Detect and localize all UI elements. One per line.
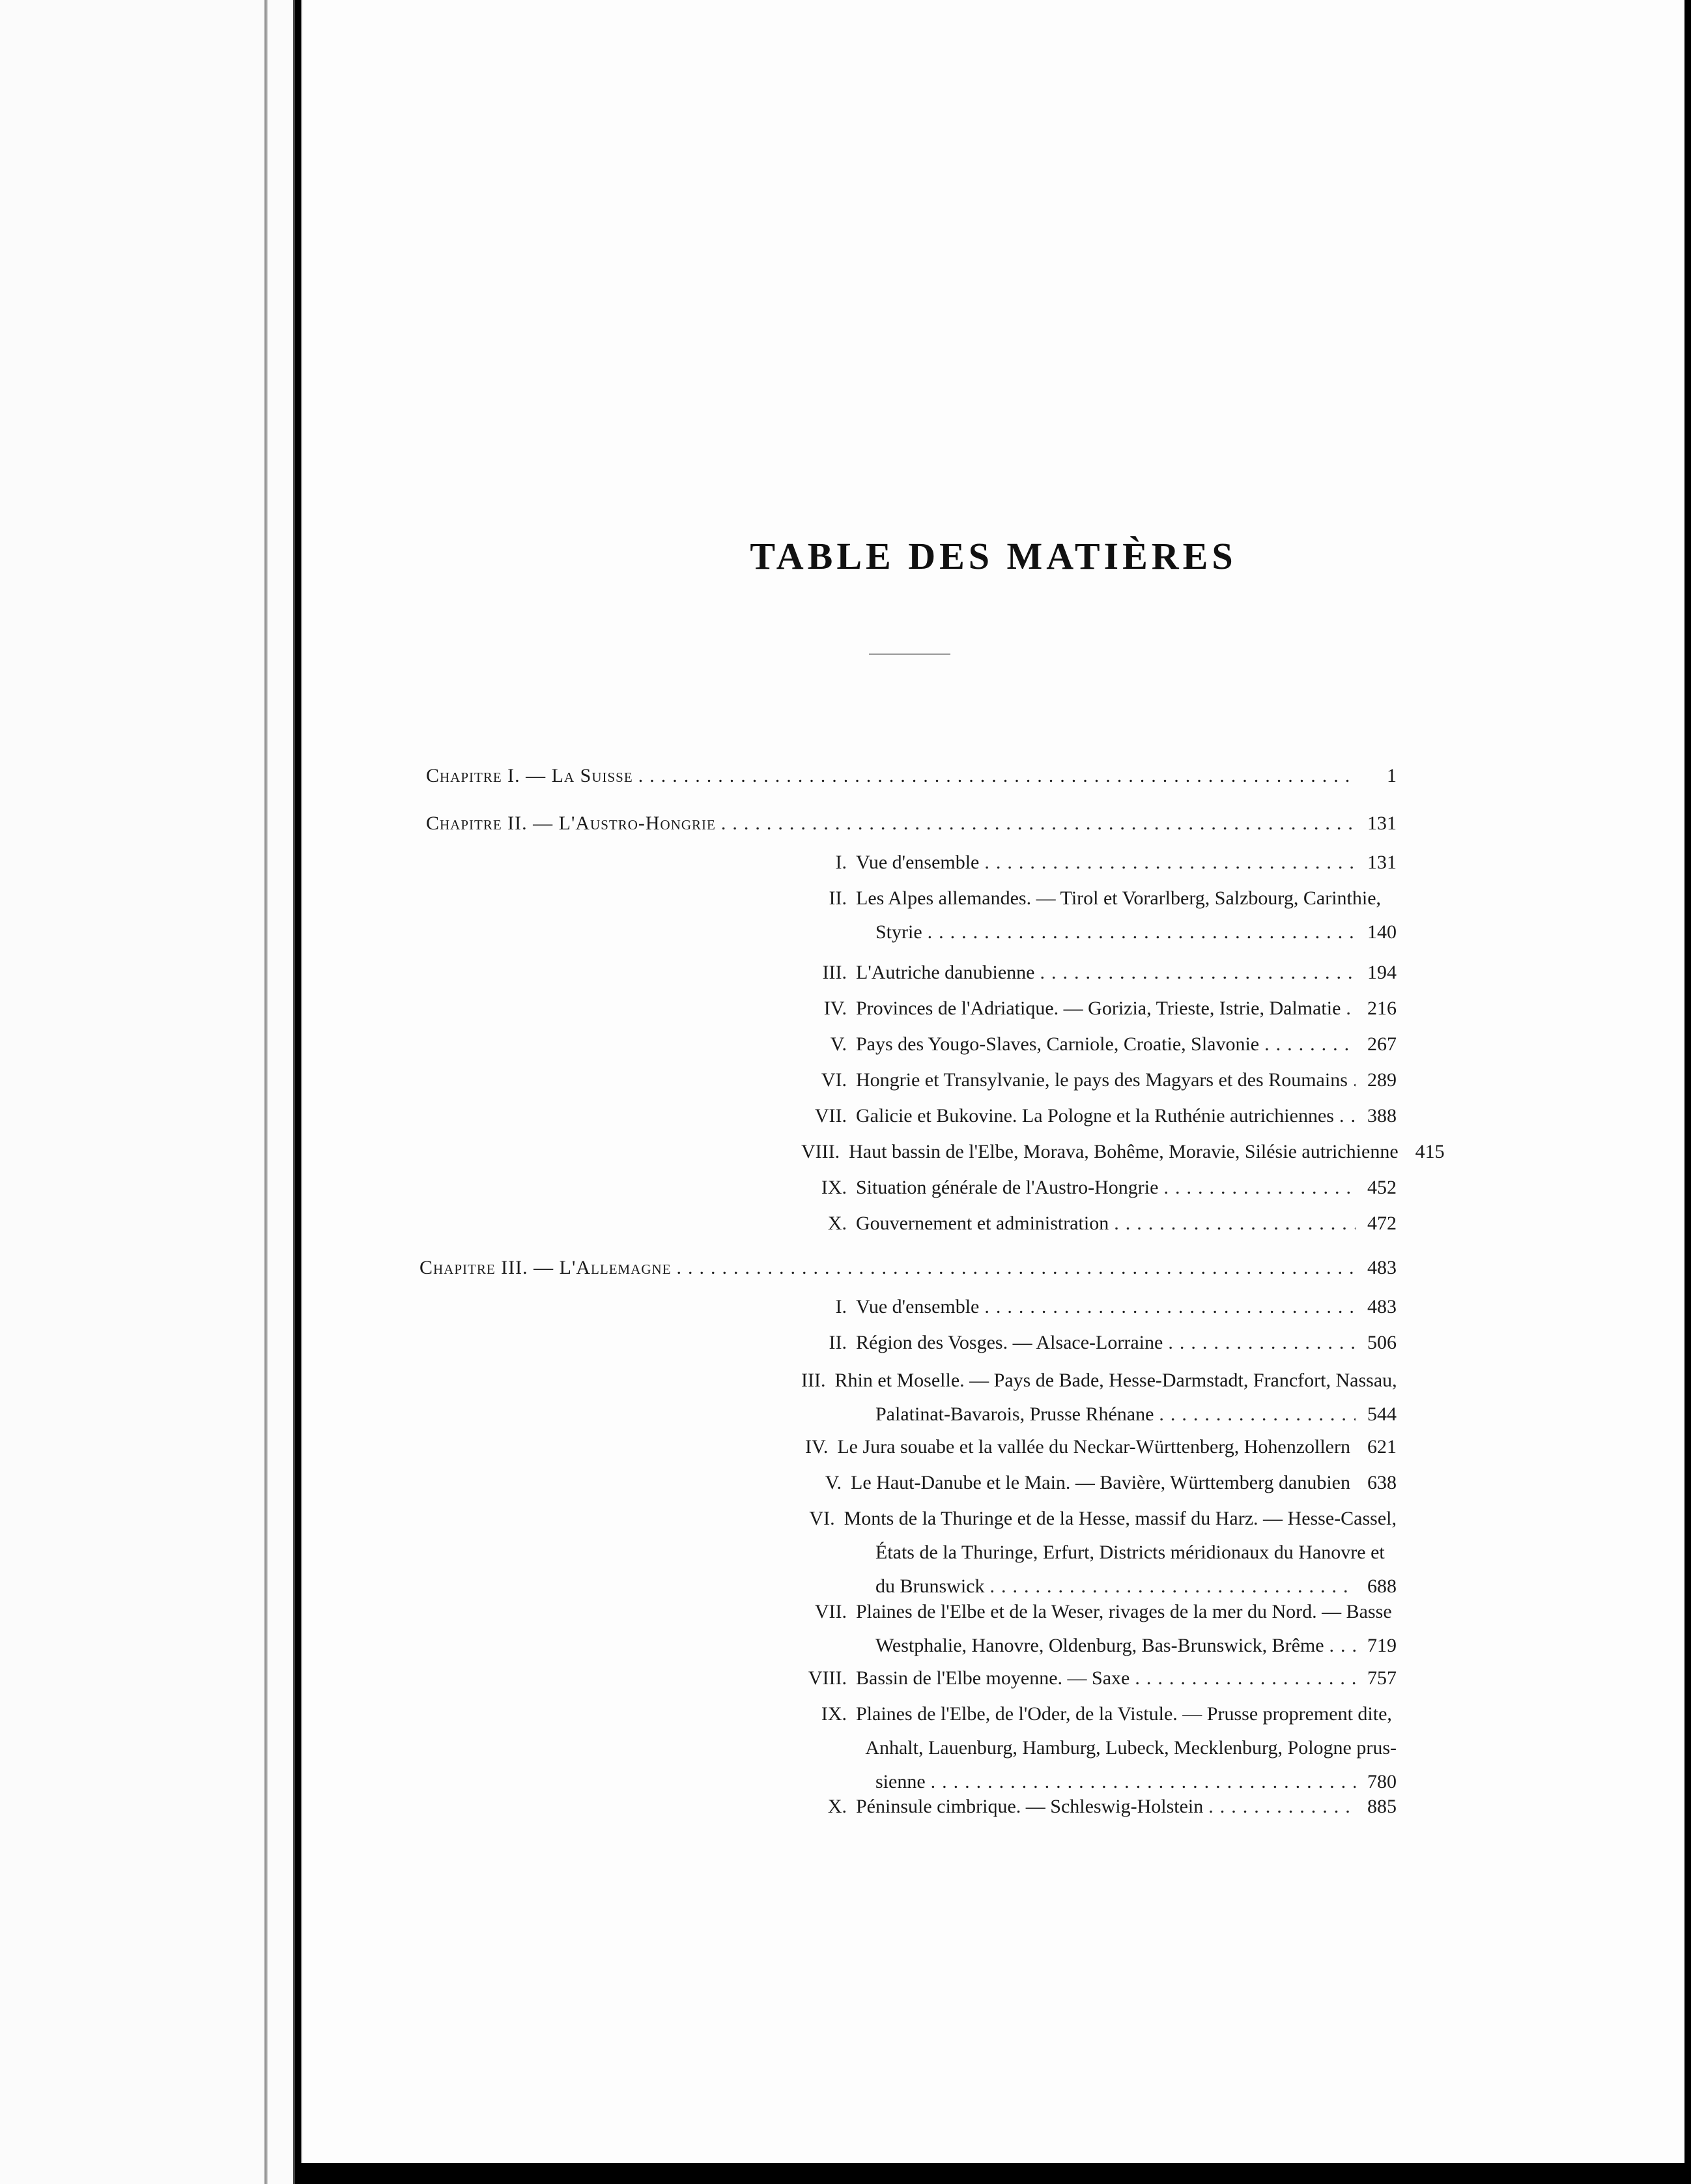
page-number: 688 bbox=[1367, 1575, 1397, 1597]
section-text: Le Jura souabe et la vallée du Neckar-Württenberg, Hohenzollern bbox=[837, 1436, 1350, 1458]
section-entry[interactable] bbox=[801, 1099, 1397, 1133]
section-text: Rhin et Moselle. — Pays de Bade, Hesse-Darmstadt, Francfort, Nassau, bbox=[834, 1370, 1397, 1391]
page-number: 885 bbox=[1367, 1796, 1397, 1817]
section-line bbox=[801, 1595, 1397, 1629]
section-entry[interactable] bbox=[801, 1326, 1397, 1360]
section-entry[interactable] bbox=[801, 1595, 1397, 1663]
section-number: VI. bbox=[821, 1069, 847, 1091]
chapter-label: Chapitre I. — La Suisse bbox=[426, 765, 633, 786]
section-line bbox=[801, 1629, 1397, 1663]
page-number: 483 bbox=[1367, 1296, 1397, 1317]
dot-leader bbox=[1208, 1790, 1356, 1824]
section-number: VI. bbox=[809, 1508, 835, 1529]
section-line bbox=[801, 1364, 1397, 1398]
section-text: Provinces de l'Adriatique. — Gorizia, Trieste, Istrie, Dalmatie bbox=[856, 998, 1341, 1019]
section-line bbox=[801, 1099, 1397, 1133]
section-text: Le Haut-Danube et le Main. — Bavière, Württemberg danubien bbox=[851, 1472, 1350, 1493]
page-number: 483 bbox=[1367, 1257, 1397, 1278]
page-number: 472 bbox=[1367, 1213, 1397, 1234]
section-text: Bassin de l'Elbe moyenne. — Saxe bbox=[856, 1667, 1130, 1689]
page-number: 289 bbox=[1367, 1069, 1397, 1091]
dot-leader bbox=[1168, 1326, 1356, 1360]
section-text: Hongrie et Transylvanie, le pays des Magyars et des Roumains bbox=[856, 1069, 1348, 1091]
section-entry[interactable] bbox=[801, 1790, 1397, 1824]
page-number: 131 bbox=[1367, 812, 1397, 834]
dot-leader bbox=[1353, 1063, 1356, 1097]
section-entry[interactable] bbox=[801, 882, 1397, 949]
section-line bbox=[801, 956, 1397, 990]
section-line bbox=[801, 1661, 1397, 1695]
section-line bbox=[801, 1207, 1397, 1241]
section-line bbox=[801, 1790, 1397, 1824]
dot-leader bbox=[1264, 1027, 1356, 1061]
section-entry[interactable] bbox=[801, 1661, 1397, 1695]
dot-leader bbox=[638, 759, 1356, 793]
section-entry[interactable] bbox=[801, 1027, 1397, 1061]
page-number: 506 bbox=[1367, 1332, 1397, 1353]
section-entry[interactable] bbox=[801, 1290, 1397, 1324]
page-number: 267 bbox=[1367, 1033, 1397, 1055]
page-number: 780 bbox=[1367, 1771, 1397, 1792]
dot-leader bbox=[984, 1290, 1356, 1324]
section-text: Haut bassin de l'Elbe, Morava, Bohême, Moravie, Silésie autrichienne bbox=[849, 1141, 1399, 1162]
page-number: 140 bbox=[1367, 921, 1397, 943]
section-line bbox=[801, 1027, 1397, 1061]
section-number: X. bbox=[827, 1796, 847, 1817]
section-number: III. bbox=[822, 962, 847, 983]
chapter-entry[interactable] bbox=[419, 1251, 1397, 1285]
section-line bbox=[801, 1326, 1397, 1360]
page-number: 719 bbox=[1367, 1635, 1397, 1656]
section-number: VII. bbox=[814, 1601, 847, 1622]
page-title: TABLE DES MATIÈRES bbox=[750, 535, 1237, 577]
section-number: X. bbox=[827, 1213, 847, 1234]
section-text: Styrie bbox=[875, 921, 922, 943]
section-number: V. bbox=[830, 1033, 847, 1055]
section-text: Monts de la Thuringe et de la Hesse, massif du Harz. — Hesse-Cassel, bbox=[844, 1508, 1397, 1529]
section-line bbox=[801, 1290, 1397, 1324]
page-number: 544 bbox=[1367, 1403, 1397, 1425]
section-text: Les Alpes allemandes. — Tirol et Vorarlberg, Salzbourg, Carinthie, bbox=[856, 887, 1382, 909]
section-line bbox=[801, 1466, 1397, 1500]
section-text: Situation générale de l'Austro-Hongrie bbox=[856, 1177, 1159, 1198]
section-text: Galicie et Bukovine. La Pologne et la Ruthénie autrichiennes bbox=[856, 1105, 1334, 1127]
dot-leader bbox=[984, 846, 1356, 880]
page-fold bbox=[264, 0, 268, 2184]
section-line bbox=[801, 1430, 1397, 1464]
section-entry[interactable] bbox=[801, 992, 1397, 1026]
section-number: IX. bbox=[821, 1177, 847, 1198]
section-text: sienne bbox=[875, 1771, 926, 1792]
section-text: Plaines de l'Elbe, de l'Oder, de la Vistule. — Prusse proprement dite, bbox=[856, 1703, 1392, 1725]
section-number: VII. bbox=[814, 1105, 847, 1127]
chapter-row bbox=[426, 759, 1397, 793]
chapter-entry[interactable] bbox=[426, 807, 1397, 841]
section-line bbox=[801, 846, 1397, 880]
dot-leader bbox=[1114, 1207, 1356, 1241]
section-number: II. bbox=[829, 887, 847, 909]
section-line bbox=[801, 1536, 1397, 1570]
page-number: 194 bbox=[1367, 962, 1397, 983]
page-number: 131 bbox=[1367, 852, 1397, 873]
section-number: V. bbox=[825, 1472, 842, 1493]
section-entry[interactable] bbox=[801, 846, 1397, 880]
section-text: Palatinat-Bavarois, Prusse Rhénane bbox=[875, 1403, 1154, 1425]
section-text: Anhalt, Lauenburg, Hamburg, Lubeck, Mecklenburg, Pologne prus- bbox=[865, 1737, 1397, 1759]
section-number: IV. bbox=[823, 998, 847, 1019]
section-line bbox=[801, 1731, 1397, 1765]
section-entry[interactable] bbox=[801, 956, 1397, 990]
section-text: Région des Vosges. — Alsace-Lorraine bbox=[856, 1332, 1163, 1353]
dot-leader bbox=[1339, 1099, 1356, 1133]
section-text: Westphalie, Hanovre, Oldenburg, Bas-Brunswick, Brême bbox=[875, 1635, 1324, 1656]
section-entry[interactable] bbox=[801, 1364, 1397, 1431]
chapter-entry[interactable] bbox=[426, 759, 1397, 793]
section-entry[interactable] bbox=[801, 1502, 1397, 1603]
section-text: Vue d'ensemble bbox=[856, 1296, 980, 1317]
page-number: 452 bbox=[1367, 1177, 1397, 1198]
right-page bbox=[301, 0, 1684, 2163]
section-number: IV. bbox=[805, 1436, 829, 1458]
section-entry[interactable] bbox=[801, 1697, 1397, 1799]
section-entry[interactable] bbox=[801, 1171, 1397, 1205]
dot-leader bbox=[1159, 1398, 1356, 1431]
section-line bbox=[801, 1398, 1397, 1431]
dot-leader bbox=[1346, 992, 1356, 1026]
section-line bbox=[801, 915, 1397, 949]
section-entry[interactable] bbox=[801, 1063, 1397, 1097]
section-number: VIII. bbox=[808, 1667, 847, 1689]
section-number: VIII. bbox=[801, 1141, 840, 1162]
page-number: 388 bbox=[1367, 1105, 1397, 1127]
section-text: Péninsule cimbrique. — Schleswig-Holstein bbox=[856, 1796, 1204, 1817]
chapter-label: Chapitre III. — L'Allemagne bbox=[419, 1257, 672, 1278]
dot-leader bbox=[928, 915, 1356, 949]
section-text: Vue d'ensemble bbox=[856, 852, 980, 873]
section-line bbox=[801, 1135, 1445, 1169]
left-page bbox=[0, 0, 295, 2184]
section-entry[interactable] bbox=[801, 1135, 1445, 1169]
page-number: 621 bbox=[1367, 1436, 1397, 1458]
section-line bbox=[801, 1697, 1397, 1731]
section-text: du Brunswick bbox=[875, 1575, 985, 1597]
section-text: États de la Thuringe, Erfurt, Districts méridionaux du Hanovre et bbox=[875, 1542, 1385, 1563]
dot-leader bbox=[1329, 1629, 1356, 1663]
page-number: 216 bbox=[1367, 998, 1397, 1019]
page-number: 415 bbox=[1415, 1141, 1445, 1162]
section-number: III. bbox=[801, 1370, 826, 1391]
section-entry[interactable] bbox=[801, 1207, 1397, 1241]
dot-leader bbox=[721, 807, 1356, 841]
section-entry[interactable] bbox=[801, 1430, 1397, 1464]
chapter-row bbox=[426, 807, 1397, 841]
section-text: Gouvernement et administration bbox=[856, 1213, 1109, 1234]
chapter-row bbox=[419, 1251, 1397, 1285]
dot-leader bbox=[1163, 1171, 1356, 1205]
section-entry[interactable] bbox=[801, 1466, 1397, 1500]
dot-leader bbox=[677, 1251, 1356, 1285]
section-number: I. bbox=[835, 852, 847, 873]
dot-leader bbox=[1040, 956, 1356, 990]
section-line bbox=[801, 882, 1397, 915]
dot-leader bbox=[1135, 1661, 1356, 1695]
section-text: Pays des Yougo-Slaves, Carniole, Croatie, Slavonie bbox=[856, 1033, 1260, 1055]
section-line bbox=[801, 1171, 1397, 1205]
table-of-contents bbox=[302, 0, 1684, 2163]
section-line bbox=[801, 1063, 1397, 1097]
section-line bbox=[801, 992, 1397, 1026]
page-number: 757 bbox=[1367, 1667, 1397, 1689]
section-line bbox=[801, 1502, 1397, 1536]
section-text: L'Autriche danubienne bbox=[856, 962, 1035, 983]
page-number: 1 bbox=[1387, 765, 1397, 786]
section-number: I. bbox=[835, 1296, 847, 1317]
section-number: IX. bbox=[821, 1703, 847, 1725]
page-number: 638 bbox=[1367, 1472, 1397, 1493]
section-text: Plaines de l'Elbe et de la Weser, rivages de la mer du Nord. — Basse bbox=[856, 1601, 1392, 1622]
chapter-label: Chapitre II. — L'Austro-Hongrie bbox=[426, 812, 716, 834]
section-number: II. bbox=[829, 1332, 847, 1353]
